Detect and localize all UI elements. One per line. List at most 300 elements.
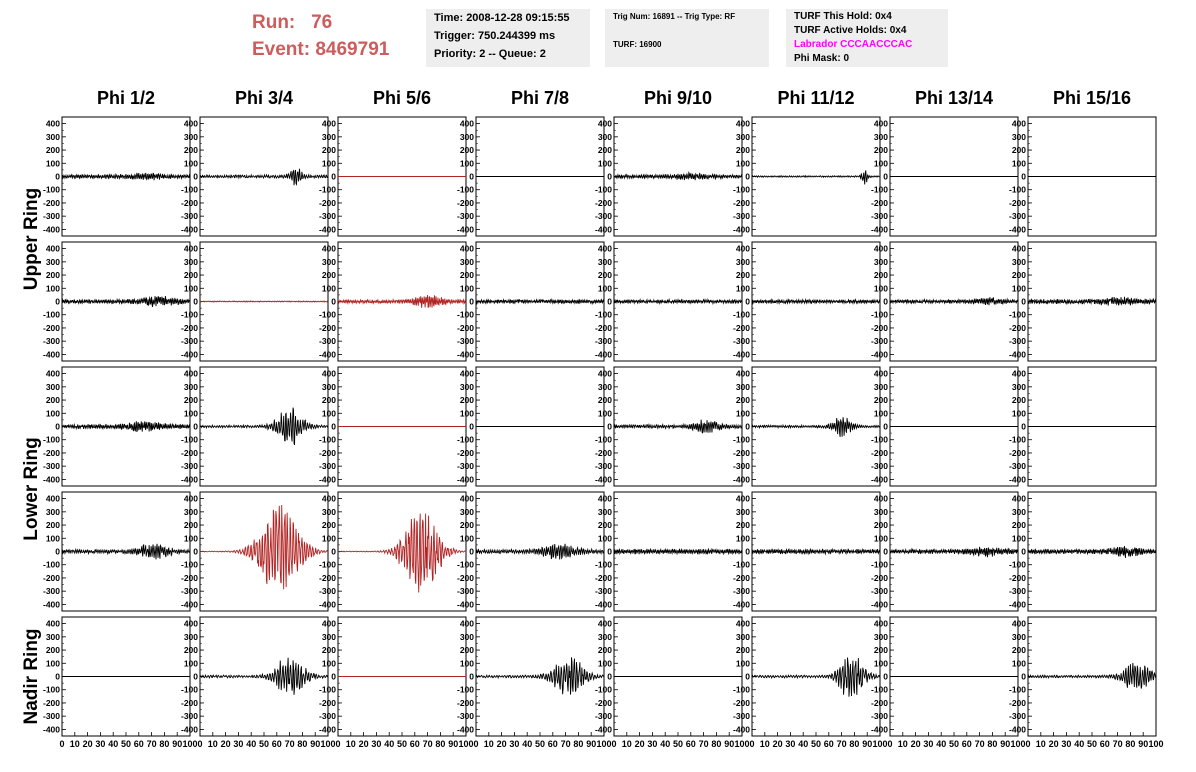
y-tick-label: -400 bbox=[42, 474, 60, 485]
y-tick-label: 200 bbox=[459, 645, 474, 656]
y-tick-label: 300 bbox=[45, 381, 60, 392]
y-tick-label: 400 bbox=[1011, 368, 1026, 379]
time-text: Time: 2008-12-28 09:15:55 bbox=[434, 12, 570, 24]
y-tick-label: 400 bbox=[1011, 243, 1026, 254]
y-tick-label: -200 bbox=[42, 697, 60, 708]
y-tick-label: 400 bbox=[1011, 118, 1026, 129]
column-header: Phi 11/12 bbox=[777, 88, 855, 108]
x-tick-label: 50 bbox=[258, 739, 270, 749]
y-tick-label: 200 bbox=[321, 270, 336, 281]
y-tick-label: -200 bbox=[456, 697, 474, 708]
y-tick-label: 300 bbox=[1011, 506, 1026, 517]
y-tick-label: 0 bbox=[55, 671, 60, 682]
x-tick-label: 0 bbox=[611, 739, 617, 749]
x-tick-label: 60 bbox=[685, 739, 696, 749]
y-tick-label: -100 bbox=[42, 184, 60, 195]
y-tick-label: -200 bbox=[42, 322, 60, 333]
waveform-trace bbox=[476, 657, 604, 694]
y-tick-label: 400 bbox=[873, 618, 888, 629]
y-tick-label: -400 bbox=[180, 349, 198, 360]
waveform-trace bbox=[752, 170, 880, 184]
y-tick-label: -300 bbox=[42, 336, 60, 347]
y-tick-label: 0 bbox=[331, 421, 336, 432]
y-tick-label: 200 bbox=[321, 645, 336, 656]
y-tick-label: -400 bbox=[1008, 599, 1026, 610]
y-tick-label: -300 bbox=[594, 336, 612, 347]
column-header: Phi 13/14 bbox=[914, 88, 994, 108]
y-tick-label: -100 bbox=[870, 184, 888, 195]
waveform-trace bbox=[752, 417, 880, 437]
waveform-trace bbox=[200, 408, 328, 445]
y-tick-label: 400 bbox=[45, 243, 60, 254]
y-tick-label: 0 bbox=[331, 671, 336, 682]
y-tick-label: 200 bbox=[183, 145, 198, 156]
y-tick-label: -100 bbox=[180, 559, 198, 570]
x-tick-label: 90 bbox=[310, 739, 321, 749]
y-tick-label: -400 bbox=[456, 224, 474, 235]
y-tick-label: -300 bbox=[318, 336, 336, 347]
y-tick-label: 200 bbox=[1011, 270, 1026, 281]
y-tick-label: 100 bbox=[321, 533, 336, 544]
y-tick-label: -300 bbox=[456, 211, 474, 222]
y-tick-label: -200 bbox=[732, 697, 750, 708]
y-tick-label: -400 bbox=[318, 724, 336, 735]
waveform-trace bbox=[338, 514, 466, 593]
x-tick-label: 70 bbox=[422, 739, 433, 749]
y-tick-label: -100 bbox=[1008, 559, 1026, 570]
waveform-trace bbox=[614, 300, 742, 304]
y-tick-label: 100 bbox=[597, 533, 612, 544]
y-tick-label: -200 bbox=[594, 322, 612, 333]
y-tick-label: 200 bbox=[873, 520, 888, 531]
y-tick-label: 0 bbox=[193, 296, 198, 307]
y-tick-label: -100 bbox=[318, 434, 336, 445]
y-tick-label: 100 bbox=[321, 283, 336, 294]
y-tick-label: 300 bbox=[735, 631, 750, 642]
x-tick-label: 30 bbox=[233, 739, 244, 749]
y-tick-label: -300 bbox=[456, 336, 474, 347]
y-tick-label: 100 bbox=[459, 158, 474, 169]
y-tick-label: -400 bbox=[732, 224, 750, 235]
x-tick-label: 40 bbox=[936, 739, 947, 749]
x-tick-label: 0 bbox=[335, 739, 341, 749]
x-tick-label: 60 bbox=[823, 739, 834, 749]
y-tick-label: 0 bbox=[331, 296, 336, 307]
y-tick-label: -100 bbox=[870, 559, 888, 570]
y-tick-label: -400 bbox=[456, 724, 474, 735]
y-tick-label: -200 bbox=[180, 447, 198, 458]
y-tick-label: 300 bbox=[1011, 381, 1026, 392]
y-tick-label: 0 bbox=[745, 546, 750, 557]
y-tick-label: -400 bbox=[732, 349, 750, 360]
y-tick-label: 200 bbox=[459, 520, 474, 531]
y-tick-label: 300 bbox=[735, 506, 750, 517]
x-tick-label: 20 bbox=[82, 739, 93, 749]
y-tick-label: 100 bbox=[735, 658, 750, 669]
x-tick-label: 10 bbox=[897, 739, 908, 749]
y-tick-label: 0 bbox=[193, 171, 198, 182]
waveform-trace bbox=[62, 173, 190, 180]
y-tick-label: 200 bbox=[183, 645, 198, 656]
y-tick-label: -300 bbox=[594, 211, 612, 222]
y-tick-label: -200 bbox=[180, 322, 198, 333]
x-tick-label: 50 bbox=[120, 739, 132, 749]
y-tick-label: -100 bbox=[42, 434, 60, 445]
waveform-trace bbox=[200, 301, 328, 302]
y-tick-label: 200 bbox=[873, 395, 888, 406]
y-tick-label: -200 bbox=[870, 447, 888, 458]
y-tick-label: -300 bbox=[1008, 461, 1026, 472]
y-tick-label: 300 bbox=[459, 381, 474, 392]
y-tick-label: 100 bbox=[321, 408, 336, 419]
y-tick-label: -400 bbox=[1008, 724, 1026, 735]
y-tick-label: 400 bbox=[459, 618, 474, 629]
y-tick-label: 200 bbox=[183, 395, 198, 406]
y-tick-label: 200 bbox=[735, 520, 750, 531]
waveform-trace bbox=[614, 549, 742, 554]
y-tick-label: 100 bbox=[597, 408, 612, 419]
y-tick-label: 400 bbox=[597, 118, 612, 129]
y-tick-label: 400 bbox=[183, 118, 198, 129]
y-tick-label: 300 bbox=[459, 506, 474, 517]
y-tick-label: 200 bbox=[459, 270, 474, 281]
x-tick-label: 70 bbox=[974, 739, 985, 749]
y-tick-label: 100 bbox=[1011, 158, 1026, 169]
y-tick-label: 400 bbox=[45, 118, 60, 129]
y-tick-label: -400 bbox=[42, 224, 60, 235]
y-tick-label: 400 bbox=[873, 368, 888, 379]
x-tick-label: 40 bbox=[660, 739, 671, 749]
y-tick-label: 0 bbox=[469, 296, 474, 307]
priority-text: Priority: 2 -- Queue: 2 bbox=[434, 48, 546, 60]
x-tick-label: 50 bbox=[396, 739, 408, 749]
x-tick-label: 60 bbox=[961, 739, 972, 749]
y-tick-label: -400 bbox=[180, 724, 198, 735]
y-tick-label: 200 bbox=[1011, 645, 1026, 656]
y-tick-label: -300 bbox=[318, 461, 336, 472]
x-tick-label: 20 bbox=[634, 739, 645, 749]
x-tick-label: 30 bbox=[95, 739, 106, 749]
y-tick-label: 100 bbox=[873, 158, 888, 169]
column-header: Phi 15/16 bbox=[1052, 88, 1132, 108]
waveform-trace bbox=[614, 420, 742, 433]
y-tick-label: -400 bbox=[870, 599, 888, 610]
y-tick-label: 100 bbox=[45, 158, 60, 169]
y-tick-label: 100 bbox=[873, 533, 888, 544]
x-tick-label: 90 bbox=[862, 739, 873, 749]
y-tick-label: -400 bbox=[318, 474, 336, 485]
x-tick-label: 90 bbox=[172, 739, 183, 749]
y-tick-label: -300 bbox=[180, 461, 198, 472]
y-tick-label: -400 bbox=[318, 224, 336, 235]
y-tick-label: -100 bbox=[456, 309, 474, 320]
y-tick-label: -300 bbox=[732, 211, 750, 222]
y-tick-label: 300 bbox=[873, 631, 888, 642]
y-tick-label: 100 bbox=[873, 408, 888, 419]
y-tick-label: 300 bbox=[597, 506, 612, 517]
y-tick-label: -200 bbox=[456, 322, 474, 333]
x-tick-label: 10 bbox=[483, 739, 494, 749]
x-tick-label: 80 bbox=[849, 739, 860, 749]
y-tick-label: 100 bbox=[873, 283, 888, 294]
x-tick-label: 100 bbox=[458, 739, 474, 749]
y-tick-label: 300 bbox=[183, 256, 198, 267]
y-tick-label: -300 bbox=[318, 586, 336, 597]
y-tick-label: 200 bbox=[183, 520, 198, 531]
y-tick-label: 0 bbox=[469, 171, 474, 182]
y-tick-label: -200 bbox=[594, 697, 612, 708]
waveform-trace bbox=[890, 547, 1018, 557]
y-tick-label: -100 bbox=[456, 434, 474, 445]
y-tick-label: 100 bbox=[459, 408, 474, 419]
y-tick-label: 300 bbox=[597, 381, 612, 392]
x-tick-label: 10 bbox=[69, 739, 80, 749]
trigger-text: Trigger: 750.244399 ms bbox=[434, 30, 556, 42]
waveform-trace bbox=[1028, 546, 1156, 558]
y-tick-label: 300 bbox=[459, 131, 474, 142]
y-tick-label: -200 bbox=[1008, 447, 1026, 458]
y-tick-label: 300 bbox=[873, 381, 888, 392]
y-tick-label: -100 bbox=[180, 684, 198, 695]
y-tick-label: -100 bbox=[456, 184, 474, 195]
waveform-trace bbox=[62, 544, 190, 560]
x-tick-label: 90 bbox=[1138, 739, 1149, 749]
y-tick-label: -100 bbox=[870, 684, 888, 695]
y-tick-label: -100 bbox=[870, 309, 888, 320]
y-tick-label: -400 bbox=[318, 599, 336, 610]
y-tick-label: -100 bbox=[318, 559, 336, 570]
x-tick-label: 70 bbox=[284, 739, 295, 749]
y-tick-label: 300 bbox=[321, 381, 336, 392]
x-tick-label: 100 bbox=[596, 739, 612, 749]
y-tick-label: -200 bbox=[318, 197, 336, 208]
y-tick-label: 400 bbox=[597, 243, 612, 254]
y-tick-label: 400 bbox=[321, 118, 336, 129]
y-tick-label: 200 bbox=[873, 645, 888, 656]
y-tick-label: -300 bbox=[870, 336, 888, 347]
trig-num-text: Trig Num: 16891 -- Trig Type: RF bbox=[613, 12, 736, 21]
y-tick-label: 100 bbox=[459, 283, 474, 294]
y-tick-label: 300 bbox=[1011, 631, 1026, 642]
y-tick-label: 100 bbox=[321, 158, 336, 169]
y-tick-label: 300 bbox=[183, 631, 198, 642]
x-tick-label: 40 bbox=[384, 739, 395, 749]
waveform-trace bbox=[338, 295, 466, 308]
column-header: Phi 9/10 bbox=[643, 88, 713, 108]
y-tick-label: 200 bbox=[45, 520, 60, 531]
x-tick-label: 80 bbox=[573, 739, 584, 749]
y-tick-label: -400 bbox=[594, 224, 612, 235]
y-tick-label: 100 bbox=[597, 658, 612, 669]
ring-label: Upper Ring bbox=[21, 187, 42, 291]
y-tick-label: 300 bbox=[873, 506, 888, 517]
y-tick-label: 400 bbox=[735, 493, 750, 504]
turf-text: TURF: 16900 bbox=[613, 40, 662, 49]
y-tick-label: 400 bbox=[459, 243, 474, 254]
y-tick-label: 300 bbox=[321, 256, 336, 267]
y-tick-label: 400 bbox=[45, 618, 60, 629]
y-tick-label: 300 bbox=[597, 131, 612, 142]
y-tick-label: 300 bbox=[1011, 131, 1026, 142]
y-tick-label: 0 bbox=[193, 421, 198, 432]
y-tick-label: -400 bbox=[180, 224, 198, 235]
y-tick-label: 0 bbox=[745, 171, 750, 182]
y-tick-label: -100 bbox=[180, 434, 198, 445]
y-tick-label: -100 bbox=[318, 684, 336, 695]
waveform-trace bbox=[1028, 297, 1156, 306]
x-tick-label: 80 bbox=[1125, 739, 1136, 749]
waveform-trace bbox=[200, 505, 328, 589]
y-tick-label: -200 bbox=[732, 447, 750, 458]
y-tick-label: 400 bbox=[1011, 493, 1026, 504]
y-tick-label: 0 bbox=[607, 546, 612, 557]
y-tick-label: 100 bbox=[597, 158, 612, 169]
y-tick-label: -400 bbox=[870, 724, 888, 735]
y-tick-label: -300 bbox=[180, 711, 198, 722]
y-tick-label: -200 bbox=[318, 447, 336, 458]
x-tick-label: 40 bbox=[246, 739, 257, 749]
y-tick-label: -100 bbox=[594, 434, 612, 445]
y-tick-label: 100 bbox=[459, 533, 474, 544]
y-tick-label: 300 bbox=[321, 131, 336, 142]
y-tick-label: -200 bbox=[180, 697, 198, 708]
x-tick-label: 70 bbox=[698, 739, 709, 749]
y-tick-label: -400 bbox=[456, 349, 474, 360]
y-tick-label: -100 bbox=[1008, 434, 1026, 445]
y-tick-label: -200 bbox=[732, 197, 750, 208]
y-tick-label: -300 bbox=[180, 586, 198, 597]
y-tick-label: -200 bbox=[1008, 322, 1026, 333]
y-tick-label: -300 bbox=[42, 586, 60, 597]
y-tick-label: -400 bbox=[42, 349, 60, 360]
y-tick-label: 0 bbox=[745, 421, 750, 432]
y-tick-label: -200 bbox=[594, 447, 612, 458]
y-tick-label: -100 bbox=[732, 309, 750, 320]
y-tick-label: -400 bbox=[456, 474, 474, 485]
y-tick-label: -200 bbox=[180, 572, 198, 583]
y-tick-label: 400 bbox=[321, 493, 336, 504]
y-tick-label: 200 bbox=[321, 395, 336, 406]
x-tick-label: 40 bbox=[798, 739, 809, 749]
y-tick-label: 0 bbox=[745, 671, 750, 682]
y-tick-label: -100 bbox=[456, 684, 474, 695]
y-tick-label: -300 bbox=[732, 586, 750, 597]
y-tick-label: 200 bbox=[1011, 145, 1026, 156]
y-tick-label: 400 bbox=[459, 493, 474, 504]
y-tick-label: -200 bbox=[594, 572, 612, 583]
x-tick-label: 80 bbox=[987, 739, 998, 749]
y-tick-label: -300 bbox=[732, 711, 750, 722]
y-tick-label: 0 bbox=[607, 296, 612, 307]
y-tick-label: 100 bbox=[183, 658, 198, 669]
y-tick-label: -100 bbox=[456, 559, 474, 570]
y-tick-label: 100 bbox=[45, 283, 60, 294]
x-tick-label: 50 bbox=[672, 739, 684, 749]
y-tick-label: -200 bbox=[318, 572, 336, 583]
y-tick-label: 100 bbox=[459, 658, 474, 669]
y-tick-label: 0 bbox=[193, 546, 198, 557]
y-tick-label: 0 bbox=[55, 421, 60, 432]
x-tick-label: 70 bbox=[146, 739, 157, 749]
waveform-trace bbox=[476, 544, 604, 560]
x-tick-label: 20 bbox=[910, 739, 921, 749]
waveform-trace bbox=[752, 658, 880, 697]
y-tick-label: -300 bbox=[180, 336, 198, 347]
y-tick-label: 0 bbox=[193, 671, 198, 682]
y-tick-label: 0 bbox=[883, 671, 888, 682]
x-tick-label: 70 bbox=[560, 739, 571, 749]
y-tick-label: 400 bbox=[1011, 618, 1026, 629]
x-tick-label: 80 bbox=[297, 739, 308, 749]
y-tick-label: 300 bbox=[45, 256, 60, 267]
waveform-trace bbox=[200, 658, 328, 695]
column-header: Phi 5/6 bbox=[372, 88, 432, 108]
waveform-trace bbox=[62, 296, 190, 307]
waveform-trace bbox=[752, 549, 880, 554]
y-tick-label: 400 bbox=[873, 243, 888, 254]
y-tick-label: -300 bbox=[42, 711, 60, 722]
y-tick-label: 400 bbox=[183, 368, 198, 379]
y-tick-label: -100 bbox=[732, 434, 750, 445]
y-tick-label: 300 bbox=[183, 381, 198, 392]
y-tick-label: 200 bbox=[1011, 395, 1026, 406]
y-tick-label: 200 bbox=[183, 270, 198, 281]
y-tick-label: 200 bbox=[735, 645, 750, 656]
x-tick-label: 20 bbox=[772, 739, 783, 749]
y-tick-label: 100 bbox=[873, 658, 888, 669]
y-tick-label: 100 bbox=[45, 533, 60, 544]
y-tick-label: 0 bbox=[883, 421, 888, 432]
y-tick-label: 300 bbox=[735, 256, 750, 267]
y-tick-label: -100 bbox=[594, 559, 612, 570]
waveform-trace bbox=[890, 297, 1018, 305]
y-tick-label: -100 bbox=[732, 559, 750, 570]
y-tick-label: 100 bbox=[45, 408, 60, 419]
y-tick-label: -200 bbox=[42, 197, 60, 208]
y-tick-label: -200 bbox=[456, 572, 474, 583]
y-tick-label: -400 bbox=[180, 599, 198, 610]
y-tick-label: -100 bbox=[732, 184, 750, 195]
y-tick-label: -400 bbox=[180, 474, 198, 485]
x-tick-label: 60 bbox=[547, 739, 558, 749]
y-tick-label: 300 bbox=[321, 506, 336, 517]
y-tick-label: -400 bbox=[1008, 474, 1026, 485]
x-tick-label: 70 bbox=[1112, 739, 1123, 749]
y-tick-label: -400 bbox=[456, 599, 474, 610]
y-tick-label: 300 bbox=[45, 131, 60, 142]
y-tick-label: 300 bbox=[183, 506, 198, 517]
x-tick-label: 0 bbox=[749, 739, 755, 749]
x-tick-label: 60 bbox=[271, 739, 282, 749]
y-tick-label: -200 bbox=[732, 572, 750, 583]
x-tick-label: 0 bbox=[473, 739, 479, 749]
y-tick-label: 200 bbox=[597, 145, 612, 156]
y-tick-label: 300 bbox=[597, 256, 612, 267]
column-header: Phi 3/4 bbox=[234, 88, 294, 108]
x-tick-label: 50 bbox=[948, 739, 960, 749]
y-tick-label: 0 bbox=[55, 171, 60, 182]
y-tick-label: -400 bbox=[1008, 349, 1026, 360]
y-tick-label: -100 bbox=[594, 684, 612, 695]
y-tick-label: 300 bbox=[459, 631, 474, 642]
y-tick-label: 200 bbox=[45, 395, 60, 406]
y-tick-label: 400 bbox=[735, 118, 750, 129]
y-tick-label: -200 bbox=[456, 447, 474, 458]
y-tick-label: -300 bbox=[456, 586, 474, 597]
y-tick-label: 200 bbox=[735, 270, 750, 281]
y-tick-label: 200 bbox=[873, 270, 888, 281]
y-tick-label: 200 bbox=[321, 145, 336, 156]
